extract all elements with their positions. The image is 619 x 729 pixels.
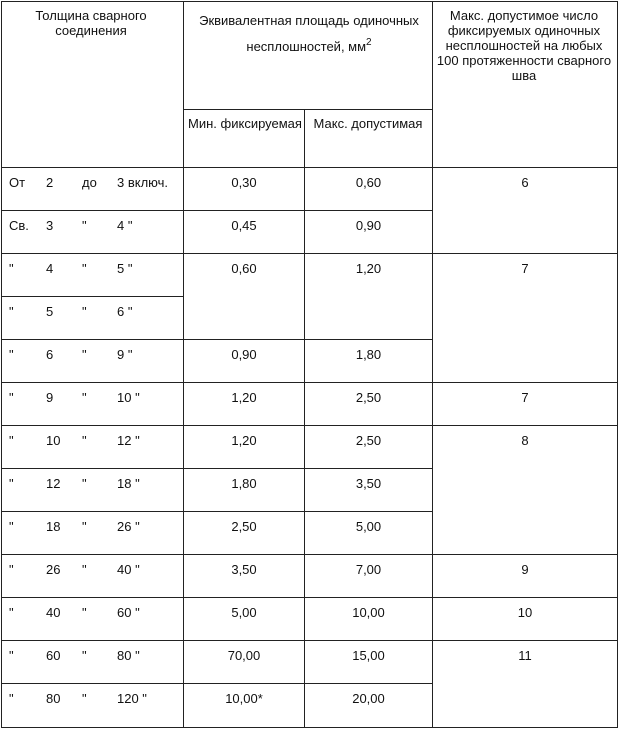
row-max-area: 0,90 — [355, 218, 382, 233]
header-max-allowed: Макс. допустимая — [313, 116, 423, 131]
row-to: 9 " — [117, 347, 133, 362]
row-min-area: 0,45 — [231, 218, 257, 233]
row-mid: " — [82, 390, 87, 405]
table-border-left — [1, 1, 2, 728]
row-divider-thickness — [1, 425, 183, 426]
row-prefix: " — [9, 691, 14, 706]
row-divider-thickness — [1, 210, 183, 211]
row-divider-thickness — [1, 468, 183, 469]
row-min-area: 3,50 — [231, 562, 257, 577]
row-min-area: 1,80 — [231, 476, 257, 491]
row-from: 80 — [46, 691, 61, 706]
row-mid: " — [82, 562, 87, 577]
row-min-area: 0,30 — [231, 175, 257, 190]
row-prefix: " — [9, 433, 14, 448]
row-divider-thickness — [1, 253, 183, 254]
row-mid: " — [82, 218, 87, 233]
row-min-area: 5,00 — [231, 605, 257, 620]
row-divider-count — [432, 253, 617, 254]
row-divider-area — [183, 425, 432, 426]
header-area-text: Эквивалентная площадь одиночных несплошностей, мм — [199, 13, 419, 54]
row-divider-count — [432, 382, 617, 383]
row-divider-area — [183, 210, 432, 211]
row-prefix: Св. — [9, 218, 29, 233]
row-divider-area — [183, 597, 432, 598]
row-to: 80 " — [117, 648, 140, 663]
header-min-fixed: Мин. фиксируемая — [188, 116, 302, 131]
row-max-area: 5,00 — [355, 519, 382, 534]
row-divider-thickness — [1, 339, 183, 340]
row-from: 18 — [46, 519, 61, 534]
row-to: 4 " — [117, 218, 133, 233]
row-divider-thickness — [1, 511, 183, 512]
row-from: 40 — [46, 605, 61, 620]
row-mid: " — [82, 605, 87, 620]
row-to: 3 включ. — [117, 175, 169, 190]
row-to: 5 " — [117, 261, 133, 276]
row-to: 18 " — [117, 476, 140, 491]
row-max-count: 6 — [521, 175, 529, 190]
row-divider-area — [183, 339, 432, 340]
header-area-divider — [183, 109, 432, 110]
row-mid: " — [82, 261, 87, 276]
row-mid: " — [82, 691, 87, 706]
row-min-area: 2,50 — [231, 519, 257, 534]
header-max-count: Макс. допустимое число фиксируемых одиночных несплошностей на любых 100 протяженности сварного шва — [436, 8, 612, 83]
row-divider-count — [432, 554, 617, 555]
row-max-area: 10,00 — [352, 605, 385, 620]
row-divider-thickness — [1, 683, 183, 684]
header-area — [186, 8, 432, 62]
row-from: 6 — [46, 347, 54, 362]
row-divider-count — [432, 597, 617, 598]
row-min-area: 10,00* — [225, 691, 263, 706]
table-border-top — [1, 1, 618, 2]
row-max-area: 2,50 — [355, 433, 382, 448]
row-mid: " — [82, 476, 87, 491]
row-mid: " — [82, 347, 87, 362]
row-from: 26 — [46, 562, 61, 577]
table-border-right — [617, 1, 618, 728]
row-min-area: 0,90 — [231, 347, 257, 362]
row-prefix: " — [9, 605, 14, 620]
row-from: 5 — [46, 304, 54, 319]
row-max-area: 1,20 — [355, 261, 382, 276]
row-divider-count — [432, 640, 617, 641]
row-prefix: " — [9, 519, 14, 534]
row-max-count: 9 — [521, 562, 529, 577]
row-max-area: 15,00 — [352, 648, 385, 663]
row-max-count: 7 — [521, 390, 529, 405]
row-divider-area — [183, 640, 432, 641]
row-from: 2 — [46, 175, 54, 190]
row-max-count: 10 — [517, 605, 533, 620]
row-max-count: 8 — [521, 433, 529, 448]
row-divider-area — [183, 511, 432, 512]
column-divider — [304, 109, 305, 727]
row-mid: " — [82, 519, 87, 534]
row-to: 6 " — [117, 304, 133, 319]
row-mid: " — [82, 304, 87, 319]
row-min-area: 70,00 — [227, 648, 261, 663]
row-to: 26 " — [117, 519, 140, 534]
row-divider-area — [183, 253, 432, 254]
header-area-unit-exponent: 2 — [366, 37, 372, 48]
row-divider-area — [183, 382, 432, 383]
row-max-count: 11 — [518, 648, 532, 663]
row-prefix: " — [9, 304, 14, 319]
row-divider-thickness — [1, 640, 183, 641]
row-from: 3 — [46, 218, 54, 233]
row-min-area: 0,60 — [231, 261, 257, 276]
row-max-count: 7 — [521, 261, 529, 276]
row-max-area: 0,60 — [355, 175, 382, 190]
header-bottom-border — [1, 167, 617, 168]
row-divider-count — [432, 425, 617, 426]
row-mid: до — [82, 175, 97, 190]
row-prefix: " — [9, 390, 14, 405]
row-from: 12 — [46, 476, 61, 491]
row-divider-area — [183, 683, 432, 684]
row-divider-thickness — [1, 382, 183, 383]
row-divider-area — [183, 554, 432, 555]
row-to: 40 " — [117, 562, 140, 577]
row-prefix: " — [9, 347, 14, 362]
row-prefix: " — [9, 562, 14, 577]
row-divider-area — [183, 468, 432, 469]
row-prefix: " — [9, 648, 14, 663]
row-max-area: 2,50 — [355, 390, 382, 405]
row-mid: " — [82, 648, 87, 663]
row-mid: " — [82, 433, 87, 448]
row-min-area: 1,20 — [231, 390, 257, 405]
row-from: 4 — [46, 261, 54, 276]
row-prefix: " — [9, 476, 14, 491]
row-max-area: 1,80 — [355, 347, 382, 362]
row-min-area: 1,20 — [231, 433, 257, 448]
header-thickness: Толщина сварного соединения — [35, 8, 147, 38]
row-divider-thickness — [1, 554, 183, 555]
row-from: 60 — [46, 648, 61, 663]
row-to: 60 " — [117, 605, 140, 620]
row-max-area: 7,00 — [355, 562, 382, 577]
row-max-area: 3,50 — [355, 476, 382, 491]
row-divider-thickness — [1, 597, 183, 598]
row-max-area: 20,00 — [352, 691, 385, 706]
row-prefix: От — [9, 175, 26, 190]
row-from: 9 — [46, 390, 54, 405]
row-divider-thickness — [1, 296, 183, 297]
row-to: 10 " — [117, 390, 140, 405]
row-prefix: " — [9, 261, 14, 276]
row-from: 10 — [46, 433, 61, 448]
row-to: 12 " — [117, 433, 140, 448]
row-to: 120 " — [117, 691, 147, 706]
table-border-bottom — [1, 727, 618, 728]
